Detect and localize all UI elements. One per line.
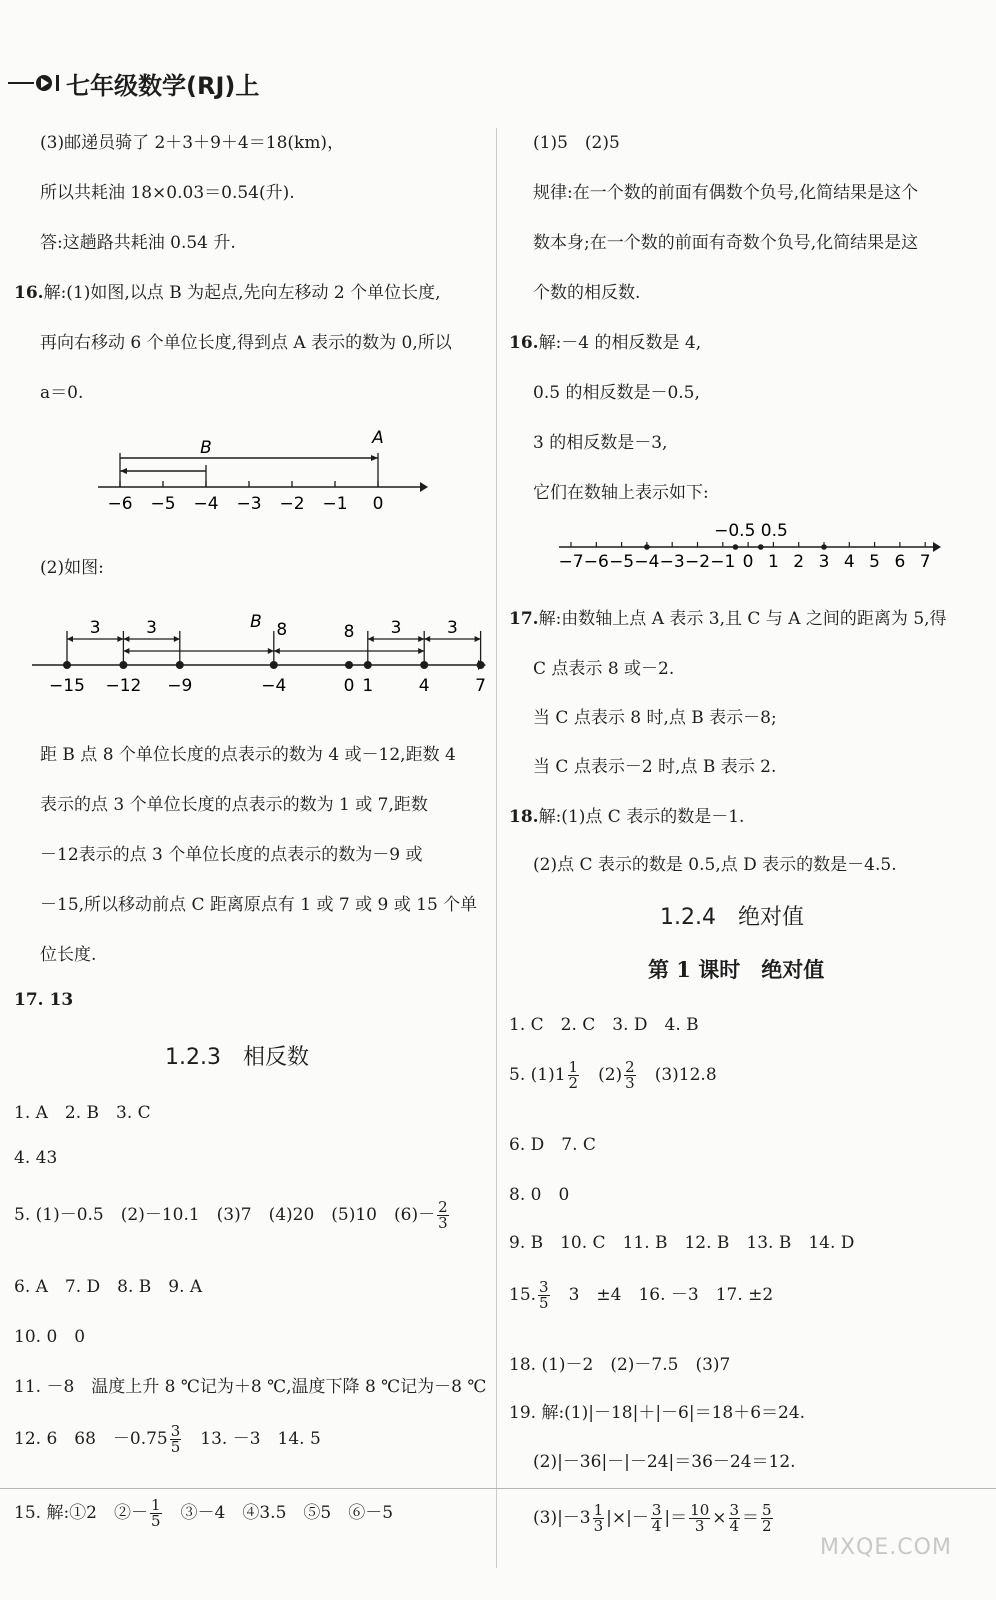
- left-para-1: 距 B 点 8 个单位长度的点表示的数为 4 或－12,距数 4: [40, 745, 456, 765]
- r-q17-line-4: 当 C 点表示－2 时,点 B 表示 2.: [533, 757, 777, 777]
- fraction: [689, 1503, 710, 1534]
- answer-5-text: 5. (1)－0.5 (2)－10.1 (3)7 (4)20 (5)10 (6)－: [14, 1205, 436, 1225]
- tick-label: −1: [710, 552, 736, 572]
- point-dot: [733, 544, 739, 550]
- answer-15-rest: ③－4 ④3.5 ⑤5 ⑥－5: [163, 1503, 394, 1523]
- numerator: 1: [568, 1058, 579, 1076]
- span-arrow: [424, 636, 430, 642]
- r-q16-line-4: 它们在数轴上表示如下:: [533, 483, 709, 503]
- point-dot: [644, 544, 650, 550]
- fraction: [761, 1503, 773, 1534]
- r-q16-line-2: 0.5 的相反数是－0.5,: [533, 383, 700, 403]
- tick-label: −4: [634, 552, 660, 572]
- r-answer-19-2: (2)|－36|－|－24|＝36－24＝12.: [533, 1452, 796, 1472]
- tick-label: −7: [558, 552, 584, 572]
- fraction: [729, 1503, 741, 1534]
- r-q18-number: 18.: [509, 807, 539, 827]
- left-line-2: 所以共耗油 18×0.03＝0.54(升).: [40, 183, 295, 203]
- right-line-4: 个数的相反数.: [533, 283, 641, 303]
- r-q18-text-a: 解:(1)点 C 表示的数是－1.: [538, 807, 745, 827]
- r-answer-5-post: (3)12.8: [637, 1065, 717, 1085]
- answer-11: 11. －8 温度上升 8 ℃记为＋8 ℃,温度下降 8 ℃记为－8 ℃: [14, 1377, 487, 1397]
- point-dot: [821, 544, 827, 550]
- tick-label: −2: [684, 552, 711, 572]
- answer-4: 4. 43: [14, 1148, 58, 1168]
- tick-label: −4: [193, 494, 219, 514]
- answer-15: [14, 1498, 393, 1529]
- denominator: 3: [625, 1074, 635, 1092]
- r-19-3-eq: ＝: [742, 1508, 760, 1528]
- r-19-3-mid2: |＝: [664, 1508, 688, 1528]
- page-title: 七年级数学(RJ)上: [66, 72, 260, 100]
- numerator: 3: [729, 1501, 740, 1519]
- numerator: 2: [625, 1058, 635, 1076]
- tick-label: 0: [742, 552, 754, 572]
- fraction: [538, 1280, 550, 1311]
- section-title-opposites: 1.2.3 相反数: [165, 1045, 309, 1070]
- r-answer-6: 6. D 7. C: [509, 1135, 596, 1155]
- number-line-1: [90, 425, 430, 520]
- tick-label: 6: [894, 552, 906, 572]
- r-q17-line-1: [509, 604, 947, 629]
- r-q16-line-1: [509, 328, 701, 353]
- span-arrow: [274, 648, 280, 654]
- denominator: 2: [762, 1517, 772, 1535]
- tick-label: 5: [869, 552, 881, 572]
- left-para-2: 表示的点 3 个单位长度的点表示的数为 1 或 7,距数: [40, 795, 428, 815]
- span-arrow: [117, 636, 123, 642]
- span-arrow: [418, 636, 424, 642]
- tick-label: −12: [105, 676, 142, 696]
- answer-5: [14, 1200, 451, 1231]
- answer-13-14-text: 13. －3 14. 5: [183, 1429, 321, 1449]
- right-line-2: 规律:在一个数的前面有偶数个负号,化简结果是这个: [533, 183, 919, 203]
- tick-label: 4: [843, 552, 855, 572]
- fraction: [651, 1503, 663, 1534]
- header-arrow-icon: [8, 74, 64, 92]
- q16-line-1: [14, 278, 441, 303]
- r-q17-line-3: 当 C 点表示 8 时,点 B 表示－8;: [533, 708, 777, 728]
- label-half: −0.5 0.5: [714, 521, 788, 541]
- tick-label: −2: [279, 494, 305, 514]
- right-line-3: 数本身;在一个数的前面有奇数个负号,化简结果是这: [533, 233, 919, 253]
- r-19-3-times: ×: [712, 1508, 727, 1528]
- r-q16-text-a: 解:－4 的相反数是 4,: [538, 333, 702, 353]
- span-label: 8: [343, 622, 355, 642]
- tick-label: 4: [418, 676, 430, 696]
- denominator: 3: [694, 1517, 705, 1535]
- tick-label: −1: [322, 494, 348, 514]
- r-q17-line-2: C 点表示 8 或－2.: [533, 659, 675, 679]
- fraction: [437, 1200, 449, 1231]
- tick-label: −4: [261, 676, 287, 696]
- label-b: B: [200, 438, 212, 458]
- r-19-3-text: (3)|－3: [533, 1508, 591, 1528]
- numerator: 3: [539, 1278, 549, 1296]
- span-label: 8: [276, 620, 288, 640]
- right-line-1: (1)5 (2)5: [533, 133, 620, 153]
- number-line-2: [30, 605, 490, 700]
- tick-label: −6: [583, 552, 609, 572]
- numerator: 1: [593, 1501, 604, 1519]
- span-label: 3: [390, 618, 402, 638]
- left-para-3: －12表示的点 3 个单位长度的点表示的数为－9 或: [40, 845, 423, 865]
- r-19-3-mid: |×|－: [606, 1508, 649, 1528]
- answer-12-text: 12. 6 68 －0.75: [14, 1429, 168, 1449]
- denominator: 5: [170, 1438, 181, 1456]
- answer-15-text: 15. 解:①2 ②－: [14, 1503, 148, 1523]
- lesson-title: 第 1 课时 绝对值: [648, 957, 825, 982]
- denominator: 3: [593, 1517, 604, 1535]
- label-a: A: [372, 428, 384, 448]
- numerator: 1: [150, 1496, 161, 1514]
- span-arrow: [123, 648, 129, 654]
- left-para-4: －15,所以移动前点 C 距离原点有 1 或 7 或 9 或 15 个单: [40, 895, 478, 915]
- tick-label: −5: [150, 494, 176, 514]
- span-arrow: [67, 636, 73, 642]
- numerator: 5: [762, 1501, 772, 1519]
- r-answer-5: [509, 1060, 717, 1091]
- tick-label: −5: [609, 552, 635, 572]
- r-q17-number: 17.: [509, 609, 539, 629]
- fraction: [170, 1424, 182, 1455]
- q16-text-a: 解:(1)如图,以点 B 为起点,先向左移动 2 个单位长度,: [43, 283, 441, 303]
- r-q18-line-1: [509, 802, 744, 827]
- r-q16-line-3: 3 的相反数是－3,: [533, 433, 668, 453]
- r-answer-9: 9. B 10. C 11. B 12. B 13. B 14. D: [509, 1233, 855, 1253]
- r-q16-number: 16.: [509, 333, 539, 353]
- r-answer-8: 8. 0 0: [509, 1185, 570, 1205]
- tick-label: 3: [818, 552, 830, 572]
- denominator: 4: [729, 1517, 740, 1535]
- denominator: 3: [438, 1214, 448, 1232]
- span-label: 3: [146, 618, 158, 638]
- axis-arrow: [420, 482, 428, 492]
- r-answer-5-text: 5. (1)1: [509, 1065, 566, 1085]
- fraction: [593, 1503, 605, 1534]
- tick-label: −3: [236, 494, 262, 514]
- q16-line-2: 再向右移动 6 个单位长度,得到点 A 表示的数为 0,所以: [40, 333, 452, 353]
- denominator: 5: [150, 1512, 161, 1530]
- label-b: B: [250, 612, 262, 632]
- span-arrow: [123, 636, 129, 642]
- fraction: [624, 1060, 636, 1091]
- fraction: [568, 1060, 580, 1091]
- watermark: MXQE.COM: [820, 1535, 952, 1560]
- numerator: 3: [651, 1501, 662, 1519]
- q16-number: 16.: [14, 283, 44, 303]
- answer-10: 10. 0 0: [14, 1327, 86, 1347]
- r-answer-15-text: 15.: [509, 1285, 537, 1305]
- tick-label: −9: [167, 676, 193, 696]
- tick-label: −6: [107, 494, 133, 514]
- r-answer-18: 18. (1)－2 (2)－7.5 (3)7: [509, 1355, 731, 1375]
- r-answer-19-3: [533, 1503, 775, 1534]
- r-q17-text-a: 解:由数轴上点 A 表示 3,且 C 与 A 之间的距离为 5,得: [538, 609, 947, 629]
- numerator: 10: [690, 1501, 710, 1519]
- r-q18-line-2: (2)点 C 表示的数是 0.5,点 D 表示的数是－4.5.: [533, 855, 897, 875]
- answer-12: [14, 1424, 321, 1455]
- section-title-absolute: 1.2.4 绝对值: [660, 905, 804, 930]
- tick-label: −15: [49, 676, 85, 696]
- r-answer-5-mid: (2): [581, 1065, 623, 1085]
- answer-6: 6. A 7. D 8. B 9. A: [14, 1277, 203, 1297]
- numerator: 3: [170, 1422, 181, 1440]
- q16-line-3: a＝0.: [40, 383, 84, 403]
- r-answer-19-1: 19. 解:(1)|－18|＋|－6|＝18＋6＝24.: [509, 1403, 806, 1423]
- r-answer-15: [509, 1280, 773, 1311]
- denominator: 4: [651, 1517, 662, 1535]
- left-para-5: 位长度.: [40, 945, 97, 965]
- left-line-1: (3)邮递员骑了 2＋3＋9＋4＝18(km)，: [40, 133, 345, 153]
- r-answer-15-post: 3 ±4 16. －3 17. ±2: [551, 1285, 774, 1305]
- tick-label: 0: [372, 494, 384, 514]
- span-label: 3: [89, 618, 101, 638]
- column-divider: [496, 128, 497, 1568]
- numerator: 2: [438, 1198, 448, 1216]
- point-dot: [758, 544, 764, 550]
- number-line-3: [555, 515, 945, 575]
- tick-label: 0: [343, 676, 355, 696]
- answer-1: 1. A 2. B 3. C: [14, 1103, 151, 1123]
- r-answer-1: 1. C 2. C 3. D 4. B: [509, 1015, 699, 1035]
- q17-answer: 17. 13: [14, 990, 74, 1010]
- span-arrow: [368, 636, 374, 642]
- point-dot: [345, 661, 353, 669]
- axis-arrow: [933, 542, 941, 552]
- tick-label: −3: [659, 552, 685, 572]
- tick-label: 2: [793, 552, 805, 572]
- tick-label: 1: [767, 552, 779, 572]
- span-arrow: [418, 648, 424, 654]
- tick-label: 7: [919, 552, 931, 572]
- span-arrow: [475, 636, 481, 642]
- denominator: 2: [568, 1074, 579, 1092]
- span-arrow: [268, 648, 274, 654]
- q16-part2: (2)如图:: [40, 558, 104, 578]
- left-line-3: 答:这趟路共耗油 0.54 升.: [40, 233, 236, 253]
- tick-label: 7: [475, 676, 487, 696]
- span-arrow: [174, 636, 180, 642]
- bottom-divider: [0, 1488, 996, 1489]
- fraction: [150, 1498, 162, 1529]
- denominator: 5: [539, 1294, 549, 1312]
- tick-label: 1: [362, 676, 374, 696]
- span-label: 3: [446, 618, 458, 638]
